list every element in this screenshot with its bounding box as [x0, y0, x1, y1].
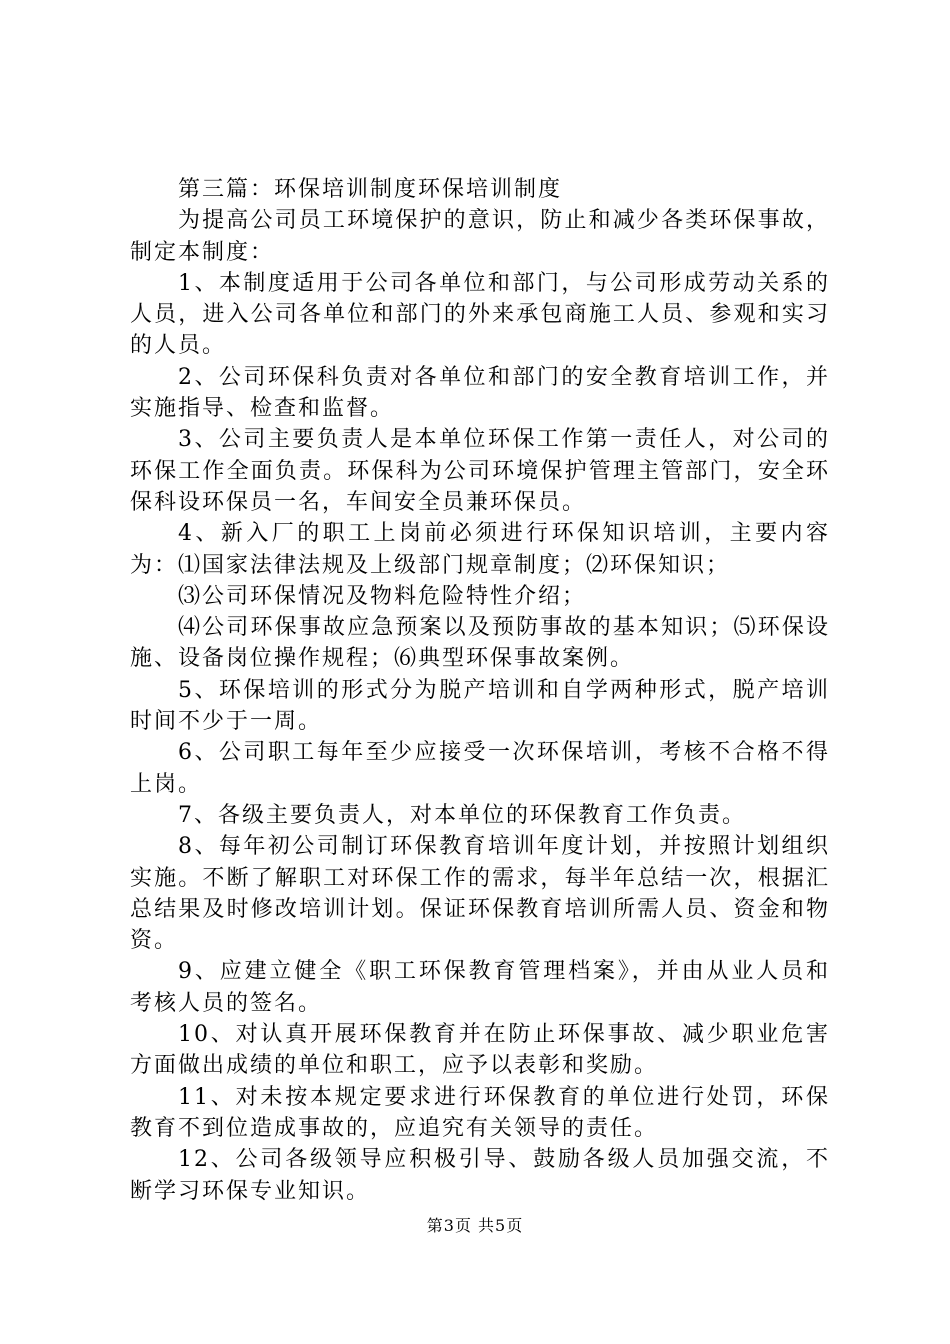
paragraph-item-4: 4、新入厂的职工上岗前必须进行环保知识培训，主要内容为：⑴国家法律法规及上级部门规章制度；⑵环保知识； [130, 521, 830, 578]
document-body [130, 174, 830, 1207]
paragraph-item-1: 1、本制度适用于公司各单位和部门，与公司形成劳动关系的人员，进入公司各单位和部门的外来承包商施工人员、参观和实习的人员。 [130, 270, 830, 359]
paragraph-item-7: 7、各级主要负责人，对本单位的环保教育工作负责。 [178, 802, 746, 828]
page-number-footer: 第3页 共5页 [426, 1216, 524, 1235]
paragraph-intro: 为提高公司员工环境保护的意识，防止和减少各类环保事故，制定本制度： [130, 208, 830, 265]
paragraph-item-6: 6、公司职工每年至少应接受一次环保培训，考核不合格不得上岗。 [130, 740, 830, 797]
paragraph-item-9: 9、应建立健全《职工环保教育管理档案》，并由从业人员和考核人员的签名。 [130, 959, 830, 1016]
document-title: 第三篇：环保培训制度环保培训制度 [178, 177, 563, 202]
paragraph-item-2: 2、公司环保科负责对各单位和部门的安全教育培训工作，并实施指导、检查和监督。 [130, 364, 830, 422]
paragraph-item-8: 8、每年初公司制订环保教育培训年度计划，并按照计划组织实施。不断了解职工对环保工作的需求，每半年总结一次，根据汇总结果及时修改培训计划。保证环保教育培训所需人员、资金和物资。 [130, 834, 830, 954]
paragraph-item-10: 10、对认真开展环保教育并在防止环保事故、减少职业危害方面做出成绩的单位和职工，应予以表彰和奖励。 [130, 1022, 830, 1079]
paragraph-item-5: 5、环保培训的形式分为脱产培训和自学两种形式，脱产培训时间不少于一周。 [130, 677, 830, 735]
paragraph-item-4-sub-4: ⑷公司环保事故应急预案以及预防事故的基本知识；⑸环保设施、设备岗位操作规程；⑹典型环保事故案例。 [130, 615, 830, 672]
paragraph-item-4-sub-3: ⑶公司环保情况及物料危险特性介绍； [178, 583, 587, 609]
paragraph-item-11: 11、对未按本规定要求进行环保教育的单位进行处罚，环保教育不到位造成事故的，应追究有关领导的责任。 [130, 1084, 830, 1141]
paragraph-item-12: 12、公司各级领导应积极引导、鼓励各级人员加强交流，不断学习环保专业知识。 [130, 1147, 830, 1204]
paragraph-item-3: 3、公司主要负责人是本单位环保工作第一责任人，对公司的环保工作全面负责。环保科为公司环境保护管理主管部门，安全环保科设环保员一名，车间安全员兼环保员。 [130, 427, 830, 515]
